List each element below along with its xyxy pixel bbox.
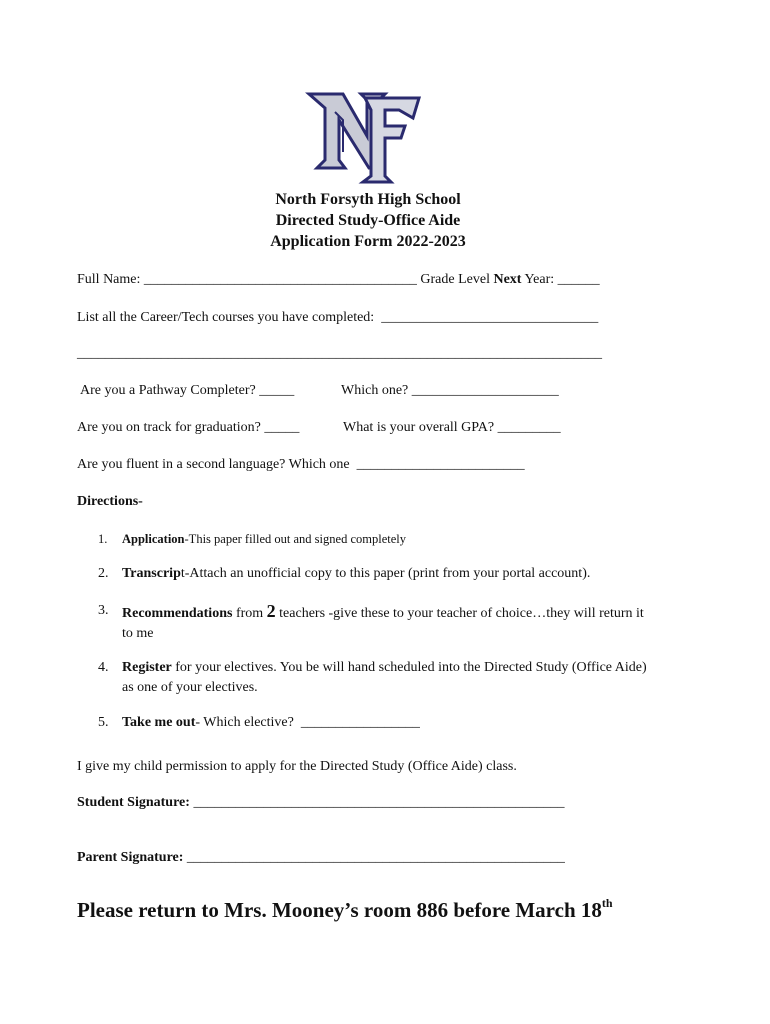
grade-level-field[interactable]: ______ [557, 272, 600, 287]
courses-field-line2[interactable]: ___________________________________________________________________________ [77, 346, 602, 361]
list-item-text: for your electives. You be will hand scheduled into the Directed Study (Office Aide) as one of your electives. [122, 660, 647, 695]
gpa-field[interactable]: _________ [497, 420, 561, 435]
parent-signature-label: Parent Signature: [77, 850, 184, 865]
list-item-number: 4. [98, 660, 109, 675]
student-signature-row [77, 795, 564, 811]
courses-row [77, 310, 598, 326]
grade-label-pre: Grade Level [420, 272, 494, 287]
grade-label-post: Year: [521, 272, 555, 287]
track-row [77, 420, 299, 436]
list-item-count: 2 [266, 601, 276, 621]
list-item-number: 2. [98, 566, 109, 581]
list-item-text: - Which elective? [195, 715, 294, 730]
list-item-bold: Take me out [122, 715, 196, 730]
student-signature-label: Student Signature: [77, 795, 190, 810]
list-item-bold: Transcrip [122, 566, 181, 581]
courses-field[interactable]: _______________________________ [381, 310, 599, 325]
pathway-label: Are you a Pathway Completer? [80, 383, 256, 398]
return-instructions-text: Please return to Mrs. Mooney’s room 886 before March 18 [77, 898, 602, 922]
parent-signature-field[interactable]: ______________________________________________________ [186, 850, 565, 865]
list-item-bold: Register [122, 660, 172, 675]
fluent-label: Are you fluent in a second language? Which one [77, 457, 350, 472]
directions-heading: Directions- [77, 494, 143, 509]
list-item-number: 3. [98, 603, 109, 618]
return-instructions [77, 896, 613, 923]
which-one-row [341, 383, 559, 399]
elective-field[interactable]: _________________ [300, 715, 420, 730]
list-item-number: 5. [98, 715, 109, 730]
pathway-field[interactable]: _____ [259, 383, 295, 398]
grade-label-next: Next [493, 272, 522, 287]
track-label: Are you on track for graduation? [77, 420, 261, 435]
fluent-row [77, 457, 525, 473]
school-name: North Forsyth High School [275, 191, 461, 208]
full-name-label: Full Name: [77, 272, 141, 287]
track-field[interactable]: _____ [264, 420, 300, 435]
form-header [0, 189, 736, 252]
list-item-bold: Recommendations [122, 606, 233, 621]
fluent-field[interactable]: ________________________ [356, 457, 525, 472]
permission-statement: I give my child permission to apply for the Directed Study (Office Aide) class. [77, 759, 517, 774]
courses-label: List all the Career/Tech courses you have completed: [77, 310, 375, 325]
list-item-text: teachers -give these to your teacher of choice…they will return it to me [122, 606, 644, 641]
school-logo [305, 90, 423, 186]
gpa-row [343, 420, 561, 436]
return-instructions-sup: th [601, 896, 613, 910]
pathway-row [80, 383, 294, 399]
student-signature-field[interactable]: _____________________________________________________ [193, 795, 565, 810]
which-one-field[interactable]: _____________________ [411, 383, 559, 398]
list-item-text: -This paper filled out and signed completely [184, 532, 406, 546]
which-one-label: Which one? [341, 383, 409, 398]
program-name: Directed Study-Office Aide [275, 212, 461, 229]
full-name-row [77, 272, 600, 288]
parent-signature-row [77, 850, 565, 866]
form-title: Application Form 2022-2023 [270, 233, 466, 250]
list-item-text: t-Attach an unofficial copy to this paper (print from your portal account). [180, 566, 591, 581]
gpa-label: What is your overall GPA? [343, 420, 495, 435]
list-item-number: 1. [98, 532, 108, 546]
list-item-bold: Application [122, 532, 185, 546]
list-item-mid: from [232, 606, 267, 621]
full-name-field[interactable]: _______________________________________ [143, 272, 417, 287]
